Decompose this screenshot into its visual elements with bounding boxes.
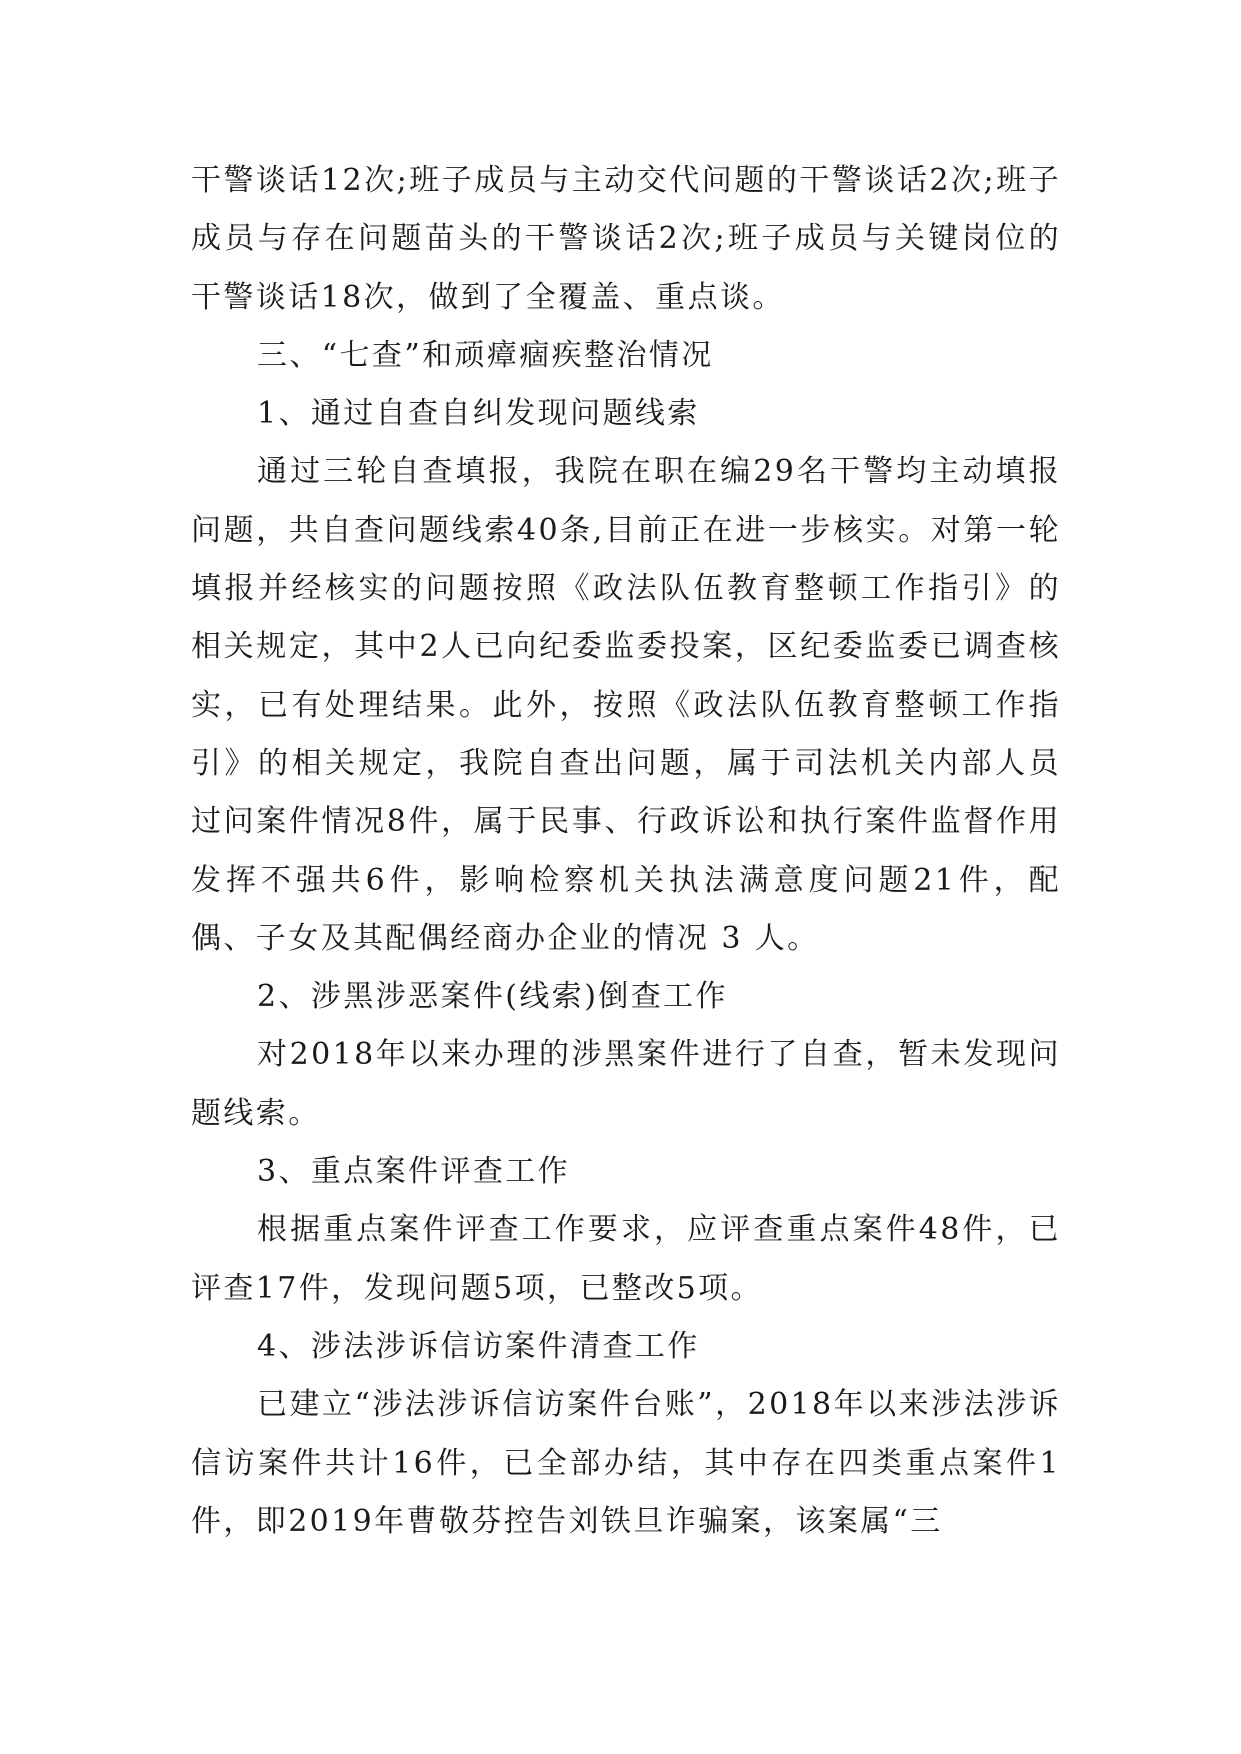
section-heading-seven-checks: 三、“七查”和顽瘴痼疾整治情况 [257,337,714,373]
paragraph-gang-cases: 对2018年以来办理的涉黑案件进行了自查，暂未发现问题线索。 [191,1037,1061,1131]
subheading-key-case-review: 3、重点案件评查工作 [257,1154,571,1190]
paragraph-petition-cases: 已建立“涉法涉诉信访案件台账”，2018年以来涉法涉诉信访案件共计16件，已全部办结，其中存在四类重点案件1件，即2019年曹敬芬控告刘铁旦诈骗案，该案属“三 [191,1387,1061,1539]
document-body [191,152,1061,1551]
paragraph-talks-summary: 干警谈话12次;班子成员与主动交代问题的干警谈话2次;班子成员与存在问题苗头的干警谈话2次;班子成员与关键岗位的干警谈话18次，做到了全覆盖、重点谈。 [191,163,1061,315]
subheading-self-check: 1、通过自查自纠发现问题线索 [257,396,700,432]
subheading-petition-cases: 4、涉法涉诉信访案件清查工作 [257,1328,700,1364]
paragraph-self-check: 通过三轮自查填报，我院在职在编29名干警均主动填报问题，共自查问题线索40条,目前正在进一步核实。对第一轮填报并经核实的问题按照《政法队伍教育整顿工作指引》的相关规定，其中2人已向纪委监委投案，区纪委监委已调查核实，已有处理结果。此外，按照《政法队伍教育整顿工作指引》的相关规定，我院自查出问题，属于司法机关内部人员过问案件情况8件，属于民事、行政诉讼和执行案件监督作用发挥不强共6件，影响检察机关执法满意度问题21件，配偶、子女及其配偶经商办企业的情况 3 人。 [191,454,1061,956]
subheading-gang-cases: 2、涉黑涉恶案件(线索)倒查工作 [257,979,728,1015]
paragraph-key-case-review: 根据重点案件评查工作要求，应评查重点案件48件，已评查17件，发现问题5项，已整改5项。 [191,1212,1061,1306]
